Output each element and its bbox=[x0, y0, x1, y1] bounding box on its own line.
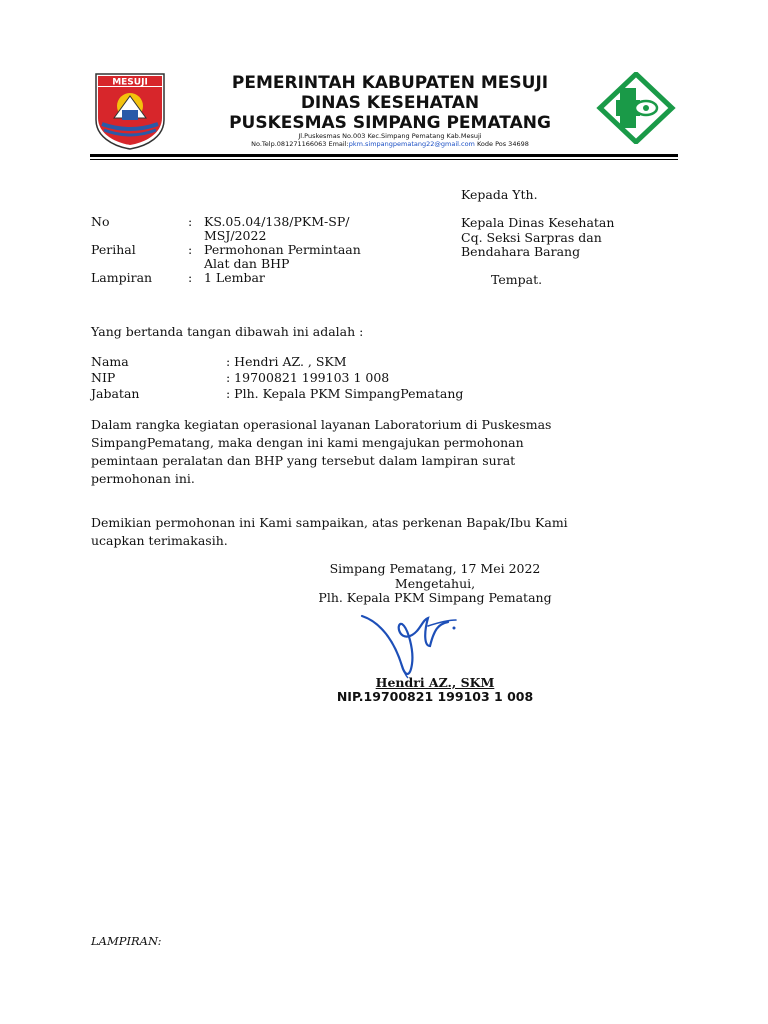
meta-perihal-value-line2: Alat dan BHP bbox=[204, 256, 290, 271]
identity-nip-value: : 19700821 199103 1 008 bbox=[226, 370, 390, 385]
puskesmas-logo bbox=[596, 72, 676, 144]
header-divider-thin bbox=[90, 159, 678, 160]
header-postcode: Kode Pos 34698 bbox=[474, 140, 529, 148]
header-line-puskesmas: PUSKESMAS SIMPANG PEMATANG bbox=[229, 113, 551, 133]
meta-perihal-value-line1: Permohonan Permintaan bbox=[204, 242, 361, 257]
meta-no-label: No bbox=[91, 214, 110, 229]
signature-place-date: Simpang Pematang, 17 Mei 2022 bbox=[329, 561, 541, 576]
header-line-dinas: DINAS KESEHATAN bbox=[300, 93, 480, 113]
meta-no-value-line2: MSJ/2022 bbox=[204, 228, 267, 243]
recipient-line3: Bendahara Barang bbox=[461, 244, 581, 259]
meta-perihal-separator: : bbox=[188, 242, 193, 257]
meta-lampiran-separator: : bbox=[188, 270, 193, 285]
header-contact-phone: No.Telp.081271166063 Email: bbox=[251, 140, 349, 148]
signatory-name-text: Hendri AZ., SKM bbox=[375, 675, 495, 690]
recipient-greeting: Kepada Yth. bbox=[461, 187, 538, 202]
meta-perihal-label: Perihal bbox=[91, 242, 136, 257]
header-contact bbox=[210, 140, 570, 149]
recipient-line1: Kepala Dinas Kesehatan bbox=[461, 215, 615, 230]
header-address: Jl.Puskesmas No.003 Kec.Simpang Pematang Kab.Mesuji bbox=[298, 132, 482, 140]
identity-nama-label: Nama bbox=[91, 354, 129, 369]
paragraph-request-line4: permohonan ini. bbox=[91, 471, 195, 486]
signatory-nip: NIP.19700821 199103 1 008 bbox=[336, 689, 534, 704]
paragraph-closing-line2: ucapkan terimakasih. bbox=[91, 533, 228, 548]
header-line-government: PEMERINTAH KABUPATEN MESUJI bbox=[231, 73, 549, 93]
identity-nama-value: : Hendri AZ. , SKM bbox=[226, 354, 347, 369]
header-email-link[interactable]: pkm.simpangpematang22@gmail.com bbox=[348, 140, 475, 148]
intro-text: Yang bertanda tangan dibawah ini adalah : bbox=[91, 324, 364, 339]
recipient-line2: Cq. Seksi Sarpras dan bbox=[461, 230, 602, 245]
signatory-name bbox=[300, 675, 570, 690]
mesuji-regency-logo bbox=[92, 72, 168, 150]
paragraph-request-line2: SimpangPematang, maka dengan ini kami mengajukan permohonan bbox=[91, 435, 524, 450]
identity-jabatan-value: : Plh. Kepala PKM SimpangPematang bbox=[226, 386, 464, 401]
paragraph-request-line3: pemintaan peralatan dan BHP yang tersebut dalam lampiran surat bbox=[91, 453, 516, 468]
attachment-label: LAMPIRAN: bbox=[91, 934, 162, 948]
meta-no-separator: : bbox=[188, 214, 193, 229]
signature-position: Plh. Kepala PKM Simpang Pematang bbox=[318, 590, 552, 605]
handwritten-signature bbox=[358, 606, 468, 682]
meta-lampiran-label: Lampiran bbox=[91, 270, 153, 285]
meta-lampiran-value: 1 Lembar bbox=[204, 270, 265, 285]
meta-no-value-line1: KS.05.04/138/PKM-SP/ bbox=[204, 214, 350, 229]
logo-label: MESUJI bbox=[112, 77, 148, 88]
recipient-place: Tempat. bbox=[491, 272, 543, 287]
identity-nip-label: NIP bbox=[91, 370, 116, 385]
identity-jabatan-label: Jabatan bbox=[91, 386, 140, 401]
paragraph-closing-line1: Demikian permohonan ini Kami sampaikan, atas perkenan Bapak/Ibu Kami bbox=[91, 515, 568, 530]
header-divider-thick bbox=[90, 154, 678, 157]
signature-acknowledge: Mengetahui, bbox=[394, 576, 476, 591]
paragraph-request-line1: Dalam rangka kegiatan operasional layanan Laboratorium di Puskesmas bbox=[91, 417, 552, 432]
